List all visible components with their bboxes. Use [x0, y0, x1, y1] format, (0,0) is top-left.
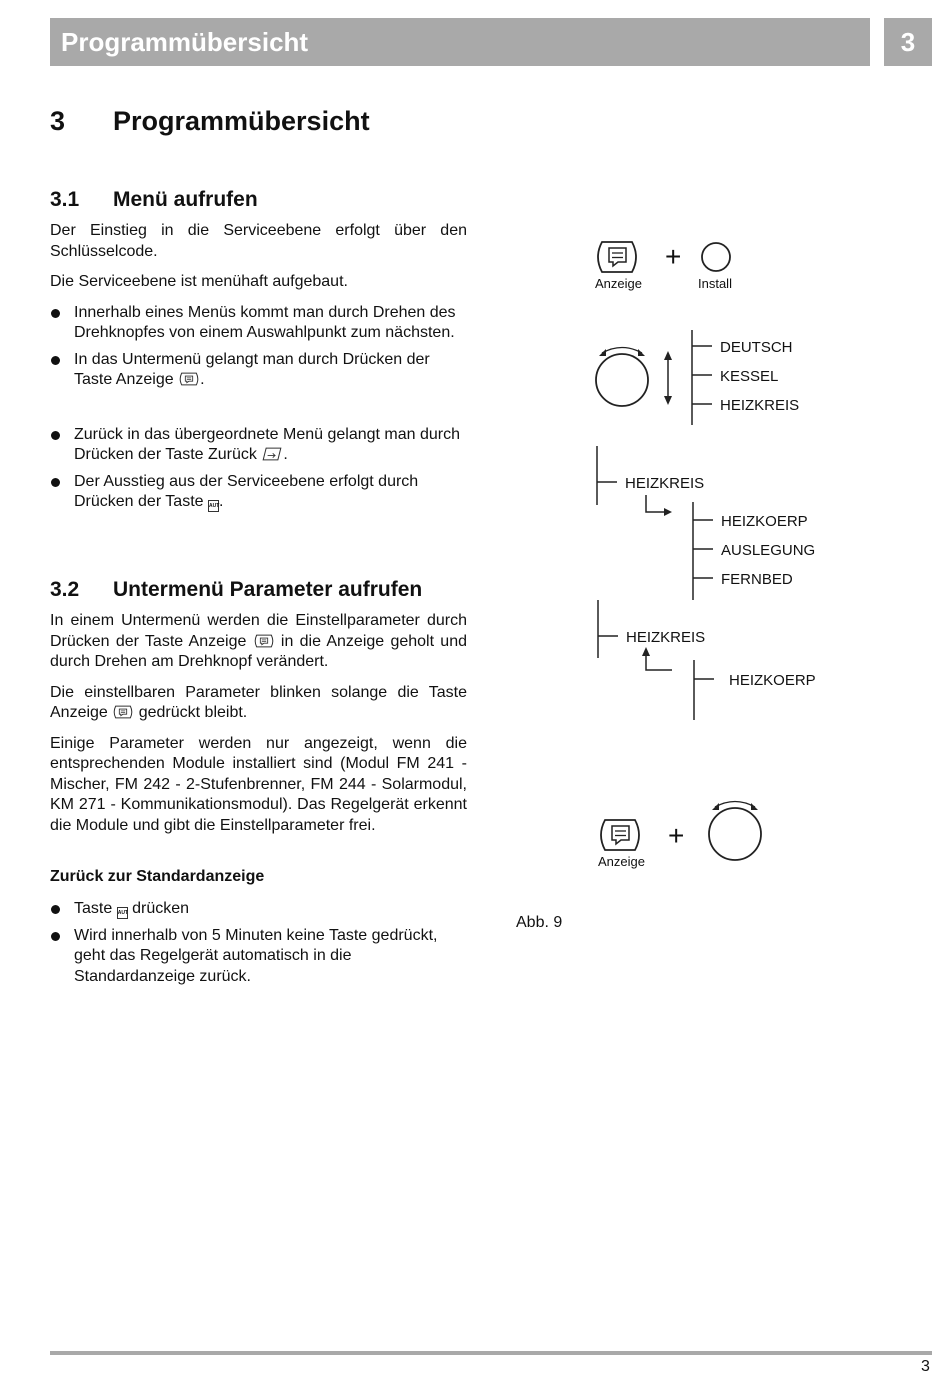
- menu-item-kessel: KESSEL: [720, 368, 779, 385]
- section-1-body: [50, 221, 467, 519]
- anzeige-key-icon: [253, 634, 275, 648]
- paragraph-text: gedrückt bleibt.: [138, 704, 248, 721]
- list-item-text: drücken: [132, 900, 190, 917]
- paragraph: Die Serviceebene ist menühaft aufgebaut.: [50, 273, 348, 290]
- bullet-list: [50, 303, 467, 391]
- subsection-heading: Zurück zur Standardanzeige: [50, 868, 265, 885]
- rotary-knob-icon: [596, 348, 648, 407]
- bullet-list: [50, 899, 467, 987]
- enter-arrow-icon: [646, 495, 672, 516]
- paragraph-text: In einem Untermenü werden die Einstellparameter durch Drücken der Taste Anzeige: [50, 612, 467, 650]
- submenu-parent-heizkreis: HEIZKREIS: [625, 475, 705, 492]
- list-item: In das Untermenü gelangt man durch Drücken der Taste Anzeige .: [50, 350, 467, 391]
- section-title: Untermenü Parameter aufrufen: [113, 578, 423, 601]
- chapter-number: 3: [50, 106, 66, 136]
- footer-divider: [50, 1351, 932, 1355]
- chapter-title: Programmübersicht: [113, 106, 370, 136]
- header-bar: [50, 18, 870, 66]
- list-item: Der Ausstieg aus der Serviceebene erfolgt durch Drücken der Taste AUT.: [50, 472, 467, 513]
- install-key-icon: [702, 243, 730, 271]
- list-item: Zurück in das übergeordnete Menü gelangt man durch Drücken der Taste Zurück .: [50, 425, 467, 466]
- section-heading-3-2: [50, 578, 422, 602]
- list-item-text: Innerhalb eines Menüs kommt man durch Drehen des Drehknopfes von einem Auswahlpunkt zum nächsten.: [74, 303, 456, 341]
- anzeige-key-icon: [112, 705, 134, 719]
- submenu-item-auslegung: AUSLEGUNG: [721, 542, 816, 559]
- section-number: 3.2: [50, 578, 80, 601]
- subsection-body: [50, 899, 467, 993]
- menu-level-2: [597, 446, 815, 600]
- section-number: 3.1: [50, 188, 80, 211]
- paragraph-text: in die Anzeige geholt und durch Drehen am Drehknopf verändert.: [50, 632, 467, 670]
- section-title: Menü aufrufen: [113, 188, 258, 211]
- anzeige-key-icon: [598, 242, 636, 272]
- aut-key-icon: AUT: [117, 907, 128, 919]
- rotary-knob-icon: [709, 802, 761, 861]
- list-item-text: Zurück in das übergeordnete Menü gelangt man durch Drücken der Taste Zurück: [74, 425, 461, 463]
- submenu-item-fernbed: FERNBED: [721, 571, 793, 588]
- paragraph: [50, 611, 467, 673]
- paragraph-text: Die einstellbaren Parameter blinken solange die Taste Anzeige: [50, 683, 467, 721]
- figure-caption: Abb. 9: [516, 914, 563, 931]
- list-item-text: Wird innerhalb von 5 Minuten keine Taste gedrückt, geht das Regelgerät automatisch in die Standardanzeige zurück.: [74, 926, 438, 985]
- menu-level-1: [692, 330, 799, 425]
- back-parent-heizkreis: HEIZKREIS: [626, 629, 706, 646]
- key-label-install: Install: [698, 276, 732, 291]
- header-chapter-number: 3: [884, 18, 932, 66]
- menu-item-deutsch: DEUTSCH: [720, 339, 793, 356]
- aut-key-icon: AUT: [208, 500, 219, 512]
- list-item-text: In das Untermenü gelangt man durch Drücken der Taste Anzeige: [74, 350, 430, 388]
- paragraph: Der Einstieg in die Serviceebene erfolgt über den Schlüsselcode.: [50, 222, 467, 260]
- list-item: [50, 926, 467, 988]
- page-number: 3: [921, 1358, 930, 1375]
- back-arrow-icon: [642, 647, 672, 670]
- menu-diagram: [580, 230, 850, 890]
- chapter-heading: [50, 106, 370, 137]
- plus-sign: +: [668, 820, 685, 851]
- menu-level-3: [598, 600, 816, 720]
- anzeige-key-icon: [601, 820, 639, 850]
- key-label-anzeige: Anzeige: [595, 276, 642, 291]
- list-item-text: Der Ausstieg aus der Serviceebene erfolgt durch Drücken der Taste: [74, 472, 419, 510]
- list-item: [50, 303, 467, 344]
- plus-sign: +: [665, 241, 682, 272]
- section-2-body: [50, 611, 467, 846]
- paragraph: [50, 683, 467, 724]
- back-child-heizkoerp: HEIZKOERP: [729, 672, 816, 689]
- up-down-arrow-icon: [664, 351, 672, 405]
- paragraph: Einige Parameter werden nur angezeigt, wenn die entsprechenden Module installiert sind (Modul FM 241 - Mischer, FM 242 - 2-Stufenbrenner, FM 244 - Solarmodul, KM 271 - Kommunikationsmodul). Das Regelgerät erkennt die Module und gibt die Einstellparameter frei.: [50, 734, 467, 834]
- key-label-anzeige-bottom: Anzeige: [598, 854, 645, 869]
- submenu-item-heizkoerp: HEIZKOERP: [721, 513, 808, 530]
- list-item-text: Taste: [74, 900, 113, 917]
- bullet-list: [50, 425, 467, 513]
- zurueck-key-icon: [261, 447, 283, 461]
- section-heading-3-1: [50, 188, 258, 212]
- menu-item-heizkreis: HEIZKREIS: [720, 397, 800, 414]
- list-item: [50, 899, 467, 920]
- header-title: Programmübersicht: [61, 27, 309, 57]
- anzeige-key-icon: [178, 372, 200, 386]
